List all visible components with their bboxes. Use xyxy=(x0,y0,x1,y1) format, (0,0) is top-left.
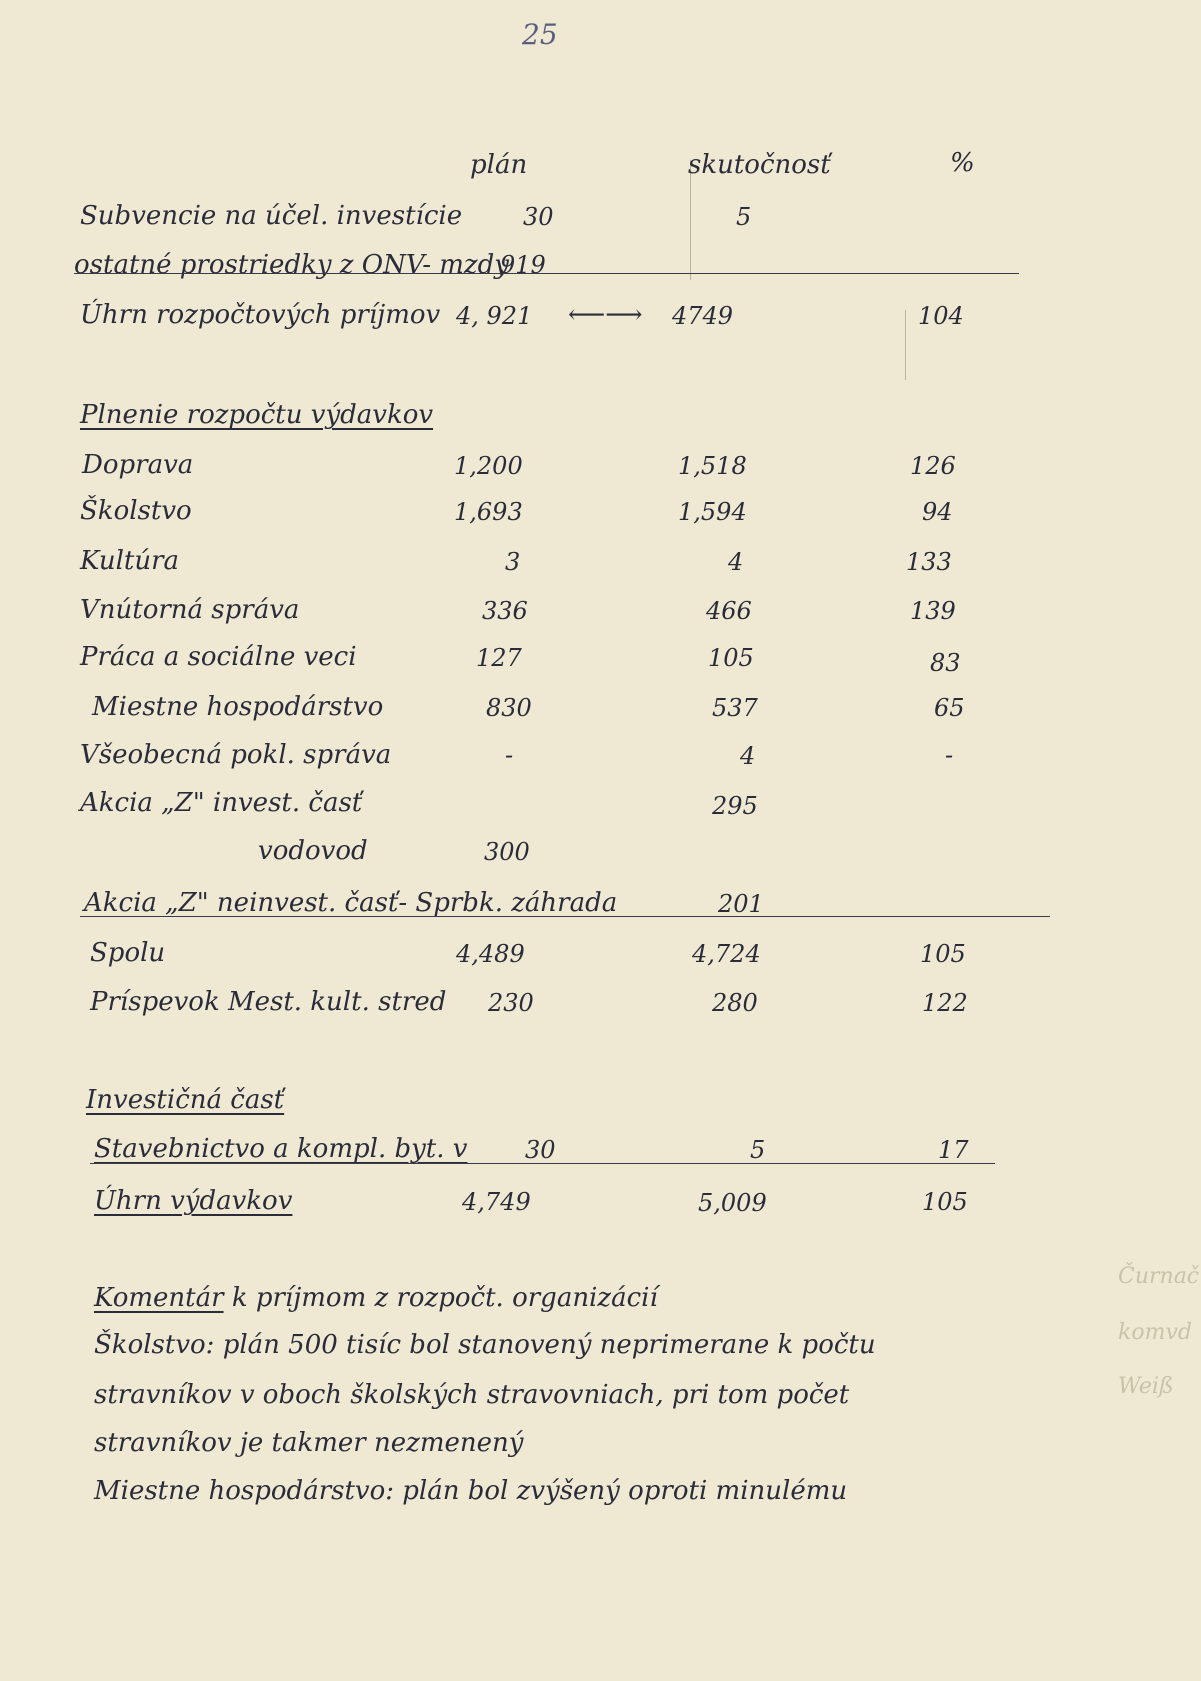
expenditure-row-actual: 105 xyxy=(708,644,754,672)
expenditure-row-label: Miestne hospodárstvo xyxy=(92,692,384,722)
investment-row-plan: 30 xyxy=(525,1136,556,1164)
income-total-plan: 4, 921 xyxy=(456,302,533,330)
expenditure-row-actual: 4 xyxy=(740,742,756,770)
commentary-heading-rest: k príjmom z rozpočt. organizácií xyxy=(231,1283,658,1313)
expenditure-row-percent: 139 xyxy=(910,597,956,625)
header-percent: % xyxy=(950,148,975,178)
expenditure-total-actual: 5,009 xyxy=(698,1189,767,1217)
double-arrow-icon: ⟵⟶ xyxy=(568,300,643,330)
income-row-plan: 30 xyxy=(523,203,554,231)
expenditure-row-actual: 1,594 xyxy=(678,498,747,526)
expenditure-heading: Plnenie rozpočtu výdavkov xyxy=(80,400,434,430)
commentary-heading: Komentár xyxy=(94,1283,224,1313)
subtotal-row-label: Príspevok Mest. kult. stred xyxy=(90,987,447,1017)
income-row-actual: 5 xyxy=(736,203,752,231)
expenditure-row-actual: 1,518 xyxy=(678,452,747,480)
table-rule xyxy=(80,916,1050,917)
expenditure-row-actual: 295 xyxy=(712,792,758,820)
expenditure-row-label: Práca a sociálne veci xyxy=(80,642,357,672)
margin-note-line: Čurnač xyxy=(1118,1264,1200,1289)
income-total-actual: 4749 xyxy=(672,302,734,330)
investment-row-actual: 5 xyxy=(750,1136,766,1164)
page-number: 25 xyxy=(522,18,558,51)
investment-heading: Investičná časť xyxy=(86,1085,285,1115)
expenditure-total-percent: 105 xyxy=(922,1188,968,1216)
expenditure-row-plan: 336 xyxy=(482,597,528,625)
subtotal-row-percent: 122 xyxy=(922,989,968,1017)
expenditure-total-label: Úhrn výdavkov xyxy=(94,1186,293,1216)
margin-note-line: Weiß xyxy=(1118,1374,1174,1399)
investment-row-percent: 17 xyxy=(938,1136,969,1164)
subtotal-row-actual: 280 xyxy=(712,989,758,1017)
table-rule xyxy=(90,1163,995,1164)
header-plan: plán xyxy=(470,150,528,180)
expenditure-row-label: Doprava xyxy=(82,450,194,480)
expenditure-row-actual: 537 xyxy=(712,694,758,722)
expenditure-row-label: Kultúra xyxy=(80,546,180,576)
subtotal-row-label: Spolu xyxy=(90,938,166,968)
expenditure-row-plan: 127 xyxy=(476,644,522,672)
expenditure-row-label: vodovod xyxy=(258,836,368,866)
expenditure-row-percent: - xyxy=(945,741,954,769)
header-actual: skutočnosť xyxy=(688,150,831,180)
expenditure-row-label: Vnútorná správa xyxy=(80,595,300,625)
income-total-percent: 104 xyxy=(918,302,964,330)
commentary-line: stravníkov v oboch školských stravovniach, pri tom počet xyxy=(94,1380,850,1410)
expenditure-row-plan: 830 xyxy=(486,694,532,722)
expenditure-row-plan: 1,693 xyxy=(454,498,523,526)
expenditure-row-percent: 126 xyxy=(910,452,956,480)
expenditure-row-label: Školstvo xyxy=(80,496,192,526)
expenditure-row-label: Akcia „Z" neinvest. časť- Sprbk. záhrada xyxy=(84,888,618,918)
expenditure-row-plan: 3 xyxy=(505,548,521,576)
table-rule xyxy=(74,273,1019,274)
income-row-label: ostatné prostriedky z ONV- mzdy xyxy=(74,250,509,280)
expenditure-row-percent: 133 xyxy=(906,548,952,576)
subtotal-row-percent: 105 xyxy=(920,940,966,968)
expenditure-row-actual: 4 xyxy=(728,548,744,576)
commentary-line: Školstvo: plán 500 tisíc bol stanovený neprimerane k počtu xyxy=(94,1330,876,1360)
subtotal-row-plan: 230 xyxy=(488,989,534,1017)
income-row-plan: 919 xyxy=(500,251,546,279)
subtotal-row-plan: 4,489 xyxy=(456,940,525,968)
income-row-label: Subvencie na účel. investície xyxy=(80,201,463,231)
investment-row-label: Stavebnictvo a kompl. byt. v xyxy=(94,1134,468,1164)
commentary-heading-line xyxy=(94,1283,658,1313)
expenditure-row-actual: 466 xyxy=(706,597,752,625)
income-total-label: Úhrn rozpočtových príjmov xyxy=(80,300,441,330)
expenditure-row-plan: - xyxy=(505,741,514,769)
margin-note-line: komvd xyxy=(1118,1320,1192,1345)
subtotal-row-actual: 4,724 xyxy=(692,940,761,968)
expenditure-row-plan: 300 xyxy=(484,838,530,866)
commentary-line: stravníkov je takmer nezmenený xyxy=(94,1428,524,1458)
column-guide-line xyxy=(905,310,906,380)
expenditure-row-percent: 83 xyxy=(930,649,961,677)
expenditure-row-percent: 65 xyxy=(934,694,965,722)
expenditure-row-percent: 94 xyxy=(922,498,953,526)
expenditure-row-label: Všeobecná pokl. správa xyxy=(80,740,392,770)
expenditure-row-actual: 201 xyxy=(718,890,764,918)
commentary-line: Miestne hospodárstvo: plán bol zvýšený oproti minulému xyxy=(94,1476,848,1506)
expenditure-row-label: Akcia „Z" invest. časť xyxy=(80,788,363,818)
expenditure-row-plan: 1,200 xyxy=(454,452,523,480)
expenditure-total-plan: 4,749 xyxy=(462,1188,531,1216)
